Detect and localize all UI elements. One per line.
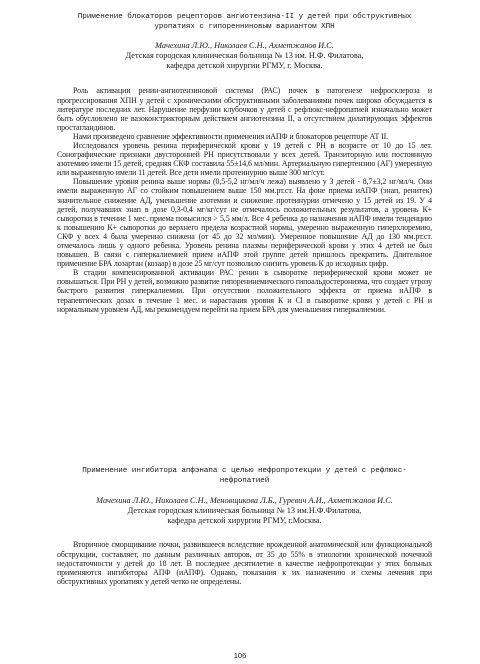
- article-2-body: [57, 540, 432, 585]
- article-2-paragraph: Вторичное сморщивание почки, развившееся вследствие врожденной анатомической или функциональной обструкции, составляет, по данным различных авторов, от 35 до 55% в этиологии хронической почечной недостаточности у детей до 18 лет. В последнее десятилетие в качестве нефропротекции у этих больных применяются ингибиторы АПФ (иАПФ). Однако, показания к их назначению и схемы лечения при обструктивных уропатиях у детей четко не определены.: [57, 540, 432, 586]
- article-2-title-line: Применение ингибитора апфэнапа с целью нефропротекции у детей с рефлюкс-: [82, 467, 407, 475]
- article-1: [57, 12, 432, 314]
- article-2-title: [57, 466, 432, 486]
- article-1-paragraph: Исследовался уровень ренина периферической крови у 19 детей с РН в возрасте от 10 до 15 лет. Сонографические признаки двусторонней РН присутствовали у всех детей. Транзиторную или постоянную азотемию имели 15 детей, средняя СКФ составила 55±14,6 мл/мин. Артериальную гипертензию (АГ) умеренную или выраженную имели 11 детей. Все дети имели протеинурию выше 300 мг/сут.: [57, 140, 432, 178]
- article-1-paragraph: Роль активации ренин-ангиотензиновой системы (РАС) почек в патогенезе нефросклероза и прогрессирования ХПН у детей с хроническими обструктивными заболеваниями почек широко обсуждается в литературе последних лет. Нарушение перфузии клубочков у детей с рефлюкс-нефропатией изначально может быть обусловлено не вазоконстрикторным действием ангиотензина II, а отсутствием дилатирующих эффектов простагландинов.: [57, 86, 432, 132]
- article-1-paragraph: Повышение уровня ренина выше нормы (0,5-5,2 нг/мл/ч лежа) выявлено у 3 детей - 8,7±3,2 нг/мл/ч. Они имели выраженную АГ со стойким повышением выше 150 мм.рт.ст. На фоне приема иАПФ (энап, ренитек) значительное снижение АД, уменьшение азотемии и снижение протеинурии отмечено у 15 детей из 19. У 4 детей, получавших энап в дозе 0,3-0,4 мг/кг/сут не отмечалось положительных результатов, а уровень К+ сыворотки в течение 1 мес. приема повысился > 5,5 мм/л. Все 4 ребенка до назначения иАПФ имели тенденцию к повышению К+ сыворотки до верхнего предела возрастной нормы, умеренно выраженную гиперхлоремию, СКФ у всех 4 была умеренно снижена (от 45 до 32 мл/мин). Умеренное повышение АД до 130 мм.рт.ст. отмечалось лишь у одного ребенка. Уровень ренина плазмы периферической крови у этих 4 детей не был повышен. В связи с гиперкалиемией прием иАПФ этой группе детей пришлось прекратить. Длительное применение БРА лозартан (козаар) в дозе 25 мг/сут позволило снизить уровень К до исходных цифр.: [57, 177, 432, 269]
- article-1-body: [57, 86, 432, 313]
- article-1-affiliation: [57, 51, 432, 71]
- page-number: 106: [233, 651, 247, 660]
- article-1-affiliation-line: Детская городская клиническая больница № 13 им. Н.Ф. Филатова,: [125, 51, 364, 61]
- article-1-title: [57, 12, 432, 32]
- article-2-authors: Мачехина Л.Ю., Николаев С.Н., Меновщикова Л.Б., Гуревич А.И., Ахметжанов И.С.: [96, 496, 393, 506]
- article-1-paragraph: В стадии компенсированной активации РАС ренин в сыворотке периферической крови может не повышаться. При РН у детей, возможно развитие гипоренинемического гипоальдостеронизма, что создает угрозу быстрого развития гиперкалиемии. При отсутствии положительного эффекта от приема иАПФ в терапевтических дозах в течение 1 мес. и нарастания уровня К и Cl в сыворотке крови у детей с РН и нормальным уровнем АД, мы рекомендуем перейти на прием БРА для уменьшения гиперкалиемии.: [57, 268, 432, 314]
- article-1-title-line: уропатиях с гипоренниновым вариантом ХПН: [154, 23, 335, 32]
- article-1-title-line: Применение блокаторов рецепторов ангиотензина-II у детей при обструктивных: [77, 13, 412, 21]
- article-2-title-line: нефропатией: [219, 477, 270, 486]
- article-2: [57, 466, 432, 586]
- article-1-authors: Мачехина Л.Ю., Николаев С.Н., Ахметжанов И.С.: [155, 41, 334, 51]
- article-2-affiliation-line: Детская городская клиническая больница № 13 им.Н.Ф.Филатова,: [127, 506, 362, 516]
- article-1-affiliation-line: кафедра детской хирургии РГМУ, г. Москва.: [166, 61, 323, 71]
- article-2-affiliation-line: кафедра детской хирургии РГМУ, г.Москва.: [167, 516, 322, 526]
- article-2-affiliation: [57, 506, 432, 526]
- article-1-paragraph: Нами произведено сравнение эффективности применения иАПФ и блокаторов рецепторе АТ II.: [73, 131, 389, 141]
